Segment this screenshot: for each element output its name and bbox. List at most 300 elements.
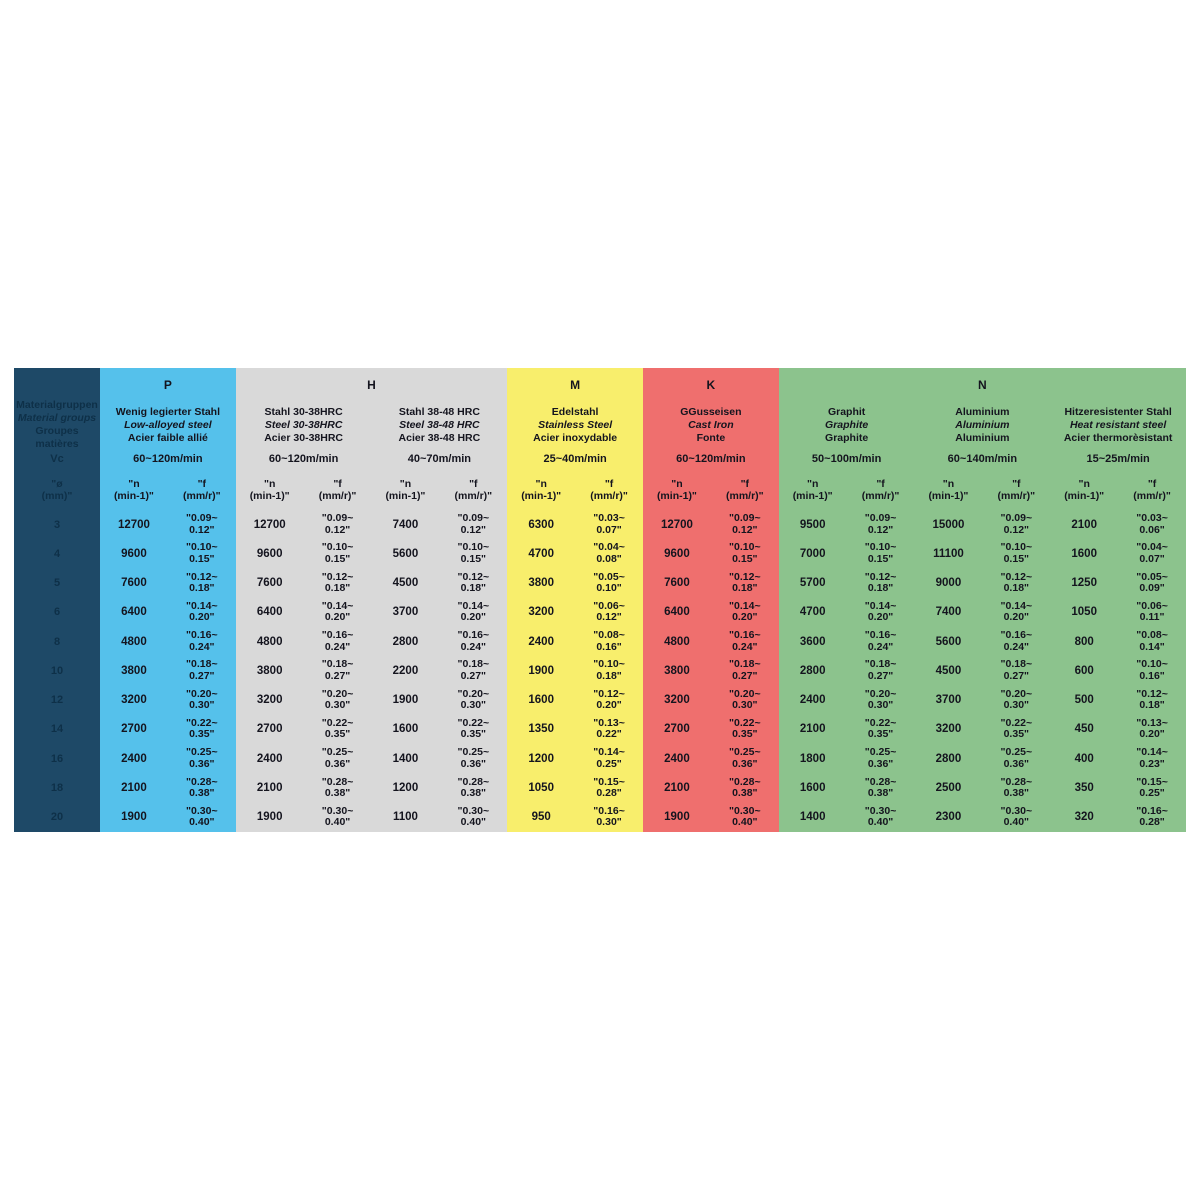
f-column-header: [304, 478, 372, 502]
f-value-line2: 0.35": [867, 728, 894, 741]
diameter-value: 10: [50, 664, 64, 677]
f-value-line2: 0.35": [460, 728, 487, 741]
f-value-cell: [304, 718, 372, 741]
diameter-header: [14, 470, 100, 510]
n-value-cell: 3200: [935, 723, 962, 736]
table-row: [643, 803, 779, 832]
left-column: [14, 399, 100, 832]
f-value-cell: [847, 718, 915, 741]
f-value-cell: [168, 630, 236, 653]
f-value-line1: "0.20~: [186, 687, 218, 700]
f-value-cell: [304, 630, 372, 653]
table-row: [1050, 773, 1186, 802]
n-value-cell: 7600: [664, 577, 690, 590]
n-value-cell: 1900: [392, 694, 419, 707]
f-column-header: [575, 478, 643, 502]
f-value-cell: [439, 542, 507, 565]
f-value-line2: 0.25": [1139, 787, 1165, 800]
f-value-line1: "0.12~: [1136, 687, 1168, 700]
f-value-cell: [847, 513, 915, 536]
material-column: [643, 402, 779, 832]
n-column-header: [507, 478, 575, 502]
f-value-line2: 0.06": [1139, 523, 1165, 536]
n-value-cell: 2400: [664, 752, 690, 765]
f-value-line2: 0.24": [732, 640, 758, 653]
n-value-cell: 11100: [933, 547, 964, 560]
table-row: [236, 773, 372, 802]
f-value-cell: [711, 513, 779, 536]
n-value-cell: 350: [1074, 782, 1094, 795]
f-value-line2: 0.22": [596, 728, 622, 741]
material-name: [779, 402, 915, 448]
n-header-line1: "n: [671, 478, 683, 490]
n-header-line2: (min-1)": [385, 490, 426, 502]
f-value-line1: "0.25~: [457, 746, 490, 759]
section-p: [100, 368, 236, 832]
f-value-cell: [711, 806, 779, 829]
n-header-line2: (min-1)": [928, 490, 969, 502]
table-row: [1050, 686, 1186, 715]
f-value-line1: "0.25~: [864, 746, 897, 759]
n-value-cell: 1600: [392, 723, 419, 736]
f-value-line2: 0.12": [732, 523, 758, 536]
table-row: [236, 510, 372, 539]
table-row: [507, 627, 643, 656]
f-value-line1: "0.22~: [186, 716, 218, 729]
n-value-cell: 2800: [799, 664, 826, 677]
f-value-line2: 0.30": [596, 816, 622, 829]
f-value-line1: "0.14~: [186, 599, 218, 612]
f-value-line2: 0.24": [867, 640, 894, 653]
f-value-line2: 0.20": [460, 611, 487, 624]
n-value-cell: 3200: [664, 694, 690, 707]
table-row: [236, 686, 372, 715]
n-value-cell: 7000: [799, 547, 826, 560]
n-value-cell: 2700: [664, 723, 690, 736]
table-row: [236, 803, 372, 832]
table-row: [915, 773, 1051, 802]
f-value-cell: [304, 806, 372, 829]
f-value-cell: [575, 542, 643, 565]
table-row: [915, 569, 1051, 598]
f-value-line2: 0.08": [596, 552, 622, 565]
f-value-cell: [982, 542, 1050, 565]
f-value-line2: 0.38": [324, 787, 351, 800]
f-value-line2: 0.35": [189, 728, 215, 741]
n-value-cell: 6400: [256, 606, 283, 619]
n-value-cell: 9000: [935, 577, 962, 590]
f-value-line2: 0.18": [189, 582, 215, 595]
material-name-fr: Acier thermorèsistant: [1063, 431, 1173, 444]
diameter-value: 3: [53, 518, 61, 531]
f-value-line1: "0.30~: [864, 804, 897, 817]
f-column-header: [168, 478, 236, 502]
table-row: [915, 598, 1051, 627]
n-header-line1: "n: [806, 478, 819, 490]
f-value-cell: [1118, 630, 1186, 653]
n-value-cell: 1400: [799, 811, 826, 824]
f-value-line1: "0.12~: [321, 570, 354, 583]
f-value-line1: "0.25~: [186, 746, 218, 759]
f-value-line2: 0.15": [1003, 552, 1030, 565]
table-row: [1050, 656, 1186, 685]
f-value-line2: 0.18": [1139, 699, 1165, 712]
f-value-cell: [982, 777, 1050, 800]
cutting-speed: 60~140m/min: [947, 453, 1018, 465]
n-value-cell: 2400: [799, 694, 826, 707]
n-value-cell: 2700: [256, 723, 283, 736]
f-value-line2: 0.20": [867, 611, 894, 624]
f-value-line1: "0.22~: [321, 716, 354, 729]
column-headers: [1050, 470, 1186, 510]
f-value-line2: 0.36": [460, 757, 487, 770]
f-value-cell: [711, 572, 779, 595]
f-value-line2: 0.24": [1003, 640, 1030, 653]
f-value-cell: [168, 689, 236, 712]
f-value-cell: [575, 630, 643, 653]
table-row: [372, 803, 508, 832]
table-row: [915, 686, 1051, 715]
f-value-cell: [1118, 572, 1186, 595]
f-value-line1: "0.18~: [321, 658, 354, 671]
section-h: [236, 368, 508, 832]
f-value-line2: 0.36": [732, 757, 758, 770]
n-header-line1: "n: [535, 478, 547, 490]
f-value-line2: 0.30": [867, 699, 894, 712]
f-value-line2: 0.16": [1139, 669, 1165, 682]
n-header-line1: "n: [263, 478, 276, 490]
f-value-cell: [304, 659, 372, 682]
diameter-value: 5: [53, 577, 61, 590]
f-value-cell: [439, 777, 507, 800]
left-column-body: [14, 399, 100, 832]
diameter-value: 20: [50, 811, 64, 824]
f-value-line2: 0.35": [324, 728, 351, 741]
material-column: [779, 402, 915, 832]
f-value-cell: [982, 513, 1050, 536]
n-value-cell: 1200: [528, 752, 554, 765]
n-value-cell: 2100: [799, 723, 826, 736]
f-value-line2: 0.20": [1139, 728, 1165, 741]
n-value-cell: 2800: [935, 752, 962, 765]
n-value-cell: 2100: [256, 782, 283, 795]
f-value-line1: "0.10~: [321, 541, 354, 554]
f-value-cell: [168, 572, 236, 595]
material-groups-label-en: Material groups: [17, 412, 97, 424]
table-row: [779, 744, 915, 773]
n-value-cell: 4700: [528, 547, 554, 560]
material-name-de: Edelstahl: [551, 405, 599, 418]
n-value-cell: 500: [1074, 694, 1094, 707]
f-value-cell: [1118, 542, 1186, 565]
table-row: [779, 803, 915, 832]
f-value-line1: "0.10~: [593, 658, 625, 671]
table-row: [915, 656, 1051, 685]
n-value-cell: 2500: [935, 782, 962, 795]
table-row: [100, 627, 236, 656]
table-row: [779, 656, 915, 685]
f-value-line1: "0.14~: [1000, 599, 1033, 612]
f-value-line1: "0.10~: [186, 541, 218, 554]
f-value-cell: [304, 542, 372, 565]
f-value-cell: [982, 689, 1050, 712]
f-value-line2: 0.07": [1139, 552, 1165, 565]
n-value-cell: 4800: [256, 635, 283, 648]
column-headers: [915, 470, 1051, 510]
table-row: [372, 744, 508, 773]
column-headers: [779, 470, 915, 510]
f-value-line2: 0.18": [596, 669, 622, 682]
f-value-line1: "0.09~: [864, 512, 897, 525]
f-header-line1: "f: [604, 478, 614, 490]
f-value-line1: "0.25~: [729, 746, 761, 759]
f-value-line1: "0.09~: [1000, 512, 1033, 525]
table-row: [236, 627, 372, 656]
n-value-cell: 2700: [121, 723, 147, 736]
f-header-line2: (mm/r)": [318, 490, 357, 502]
f-value-cell: [1118, 777, 1186, 800]
diameter-value: 6: [53, 606, 61, 619]
material-name-de: Stahl 30-38HRC: [264, 405, 343, 418]
f-value-cell: [304, 747, 372, 770]
n-value-cell: 4700: [799, 606, 826, 619]
n-value-cell: 1800: [799, 752, 826, 765]
n-value-cell: 2400: [528, 635, 554, 648]
material-name: [100, 402, 236, 448]
table-row: [1050, 744, 1186, 773]
f-value-line2: 0.12": [596, 611, 622, 624]
f-value-cell: [982, 747, 1050, 770]
f-value-line1: "0.25~: [321, 746, 354, 759]
table-row: [507, 803, 643, 832]
data-rows: [1050, 510, 1186, 832]
f-value-line1: "0.16~: [321, 629, 354, 642]
f-value-cell: [982, 630, 1050, 653]
f-value-cell: [439, 659, 507, 682]
data-rows: [643, 510, 779, 832]
n-column-header: [915, 478, 983, 502]
f-value-line1: "0.09~: [729, 512, 761, 525]
f-value-line1: "0.12~: [593, 687, 625, 700]
f-value-line2: 0.15": [732, 552, 758, 565]
table-row: [507, 569, 643, 598]
material-column: [100, 402, 236, 832]
f-value-line1: "0.09~: [186, 512, 218, 525]
table-row: [100, 510, 236, 539]
f-header-line2: (mm/r)": [1133, 490, 1171, 502]
f-value-line1: "0.06~: [1136, 599, 1168, 612]
f-value-cell: [304, 513, 372, 536]
table-row: [507, 539, 643, 568]
table-row: [1050, 715, 1186, 744]
n-value-cell: 1250: [1071, 577, 1097, 590]
material-name-en: Cast Iron: [688, 418, 734, 431]
n-header-line1: "n: [399, 478, 412, 490]
cutting-speed: 60~120m/min: [268, 453, 339, 465]
material-name-de: Stahl 38-48 HRC: [398, 405, 480, 418]
data-rows: [507, 510, 643, 832]
n-value-cell: 1600: [1071, 547, 1097, 560]
diameter-row: [14, 539, 100, 568]
f-header-line1: "f: [469, 478, 478, 490]
table-row: [915, 715, 1051, 744]
f-value-cell: [982, 806, 1050, 829]
column-headers: [236, 470, 372, 510]
cutting-speed: 60~120m/min: [133, 453, 203, 465]
f-value-line1: "0.14~: [729, 599, 761, 612]
material-columns: [643, 402, 779, 832]
f-value-cell: [439, 601, 507, 624]
table-row: [915, 539, 1051, 568]
f-value-line2: 0.27": [189, 669, 215, 682]
material-name: [915, 402, 1051, 448]
f-value-line2: 0.27": [867, 669, 894, 682]
f-value-line2: 0.27": [324, 669, 351, 682]
f-value-line2: 0.24": [324, 640, 351, 653]
f-value-line2: 0.30": [324, 699, 351, 712]
f-value-line1: "0.16~: [864, 629, 897, 642]
f-value-cell: [711, 747, 779, 770]
n-column-header: [779, 478, 847, 502]
n-value-cell: 1100: [392, 811, 418, 824]
f-value-line2: 0.40": [189, 816, 215, 829]
f-value-line1: "0.14~: [593, 746, 625, 759]
material-columns: [236, 402, 508, 832]
table-row: [643, 686, 779, 715]
n-value-cell: 4500: [392, 577, 419, 590]
n-value-cell: 320: [1074, 811, 1094, 824]
f-value-cell: [439, 513, 507, 536]
f-value-cell: [439, 572, 507, 595]
f-value-line1: "0.16~: [1136, 804, 1168, 817]
material-name-en: Low-alloyed steel: [124, 418, 212, 431]
n-value-cell: 15000: [932, 518, 965, 531]
f-value-cell: [711, 718, 779, 741]
table-row: [100, 686, 236, 715]
material-columns: [100, 402, 236, 832]
n-value-cell: 4500: [935, 664, 962, 677]
f-value-line2: 0.12": [867, 523, 894, 536]
f-value-line2: 0.38": [867, 787, 894, 800]
f-value-cell: [439, 806, 507, 829]
column-headers: [372, 470, 508, 510]
f-value-cell: [575, 689, 643, 712]
f-header-line2: (mm/r)": [454, 490, 493, 502]
f-value-cell: [168, 806, 236, 829]
f-value-cell: [304, 777, 372, 800]
f-value-cell: [1118, 601, 1186, 624]
f-value-line1: "0.20~: [864, 687, 897, 700]
f-value-line2: 0.35": [732, 728, 758, 741]
table-row: [372, 773, 508, 802]
n-value-cell: 9600: [664, 547, 690, 560]
table-row: [372, 715, 508, 744]
table-row: [779, 510, 915, 539]
f-value-cell: [711, 689, 779, 712]
f-value-line1: "0.13~: [1136, 716, 1168, 729]
left-letter-spacer: [14, 368, 100, 402]
table-row: [643, 598, 779, 627]
column-headers: [100, 470, 236, 510]
f-header-line1: "f: [197, 478, 207, 490]
f-value-line1: "0.03~: [1136, 512, 1168, 525]
f-value-line2: 0.15": [460, 552, 487, 565]
material-column: [507, 402, 643, 832]
n-value-cell: 1900: [664, 811, 690, 824]
f-value-line1: "0.05~: [1136, 570, 1168, 583]
f-value-cell: [711, 659, 779, 682]
n-value-cell: 12700: [660, 518, 693, 531]
material-name-de: GGusseisen: [680, 405, 742, 418]
table-row: [236, 598, 372, 627]
table-row: [236, 569, 372, 598]
f-value-line2: 0.12": [324, 523, 351, 536]
n-value-cell: 3700: [935, 694, 962, 707]
f-header-line2: (mm/r)": [725, 490, 764, 502]
f-value-line2: 0.38": [1003, 787, 1030, 800]
table-row: [779, 598, 915, 627]
n-value-cell: 12700: [117, 518, 150, 531]
n-header-line2: (min-1)": [521, 490, 562, 502]
section-letter: P: [163, 378, 172, 392]
n-header-line2: (min-1)": [1064, 490, 1105, 502]
f-value-cell: [168, 718, 236, 741]
diameter-row: [14, 803, 100, 832]
diameter-value: 18: [50, 782, 64, 795]
f-value-line1: "0.12~: [457, 570, 490, 583]
f-value-line2: 0.10": [596, 582, 622, 595]
f-value-cell: [847, 630, 915, 653]
table-row: [643, 627, 779, 656]
f-value-line2: 0.40": [324, 816, 351, 829]
n-value-cell: 1350: [528, 723, 554, 736]
table-row: [1050, 569, 1186, 598]
f-value-line1: "0.22~: [457, 716, 490, 729]
f-value-line2: 0.40": [732, 816, 758, 829]
material-name-en: Stainless Steel: [538, 418, 613, 431]
f-value-cell: [575, 806, 643, 829]
table-row: [779, 686, 915, 715]
material-name-en: Heat resistant steel: [1069, 418, 1167, 431]
n-value-cell: 7600: [256, 577, 283, 590]
table-row: [100, 569, 236, 598]
f-value-line1: "0.16~: [729, 629, 761, 642]
f-value-line1: "0.03~: [593, 512, 625, 525]
f-header-line2: (mm/r)": [861, 490, 900, 502]
f-value-line1: "0.04~: [593, 541, 625, 554]
table-row: [372, 569, 508, 598]
f-value-line1: "0.14~: [321, 599, 354, 612]
f-value-line2: 0.12": [1003, 523, 1030, 536]
n-value-cell: 3200: [121, 694, 147, 707]
f-value-cell: [439, 747, 507, 770]
f-value-line2: 0.15": [324, 552, 351, 565]
f-value-line2: 0.20": [596, 699, 622, 712]
f-value-line1: "0.12~: [729, 570, 761, 583]
material-name-fr: Acier faible allié: [127, 431, 208, 444]
f-value-line1: "0.14~: [1136, 746, 1168, 759]
table-row: [643, 539, 779, 568]
f-value-line2: 0.38": [732, 787, 758, 800]
table-row: [643, 715, 779, 744]
n-value-cell: 2100: [664, 782, 690, 795]
n-column-header: [236, 478, 304, 502]
f-value-cell: [982, 659, 1050, 682]
n-value-cell: 3800: [256, 664, 283, 677]
f-value-line2: 0.23": [1139, 757, 1165, 770]
table-row: [643, 569, 779, 598]
table-row: [1050, 627, 1186, 656]
